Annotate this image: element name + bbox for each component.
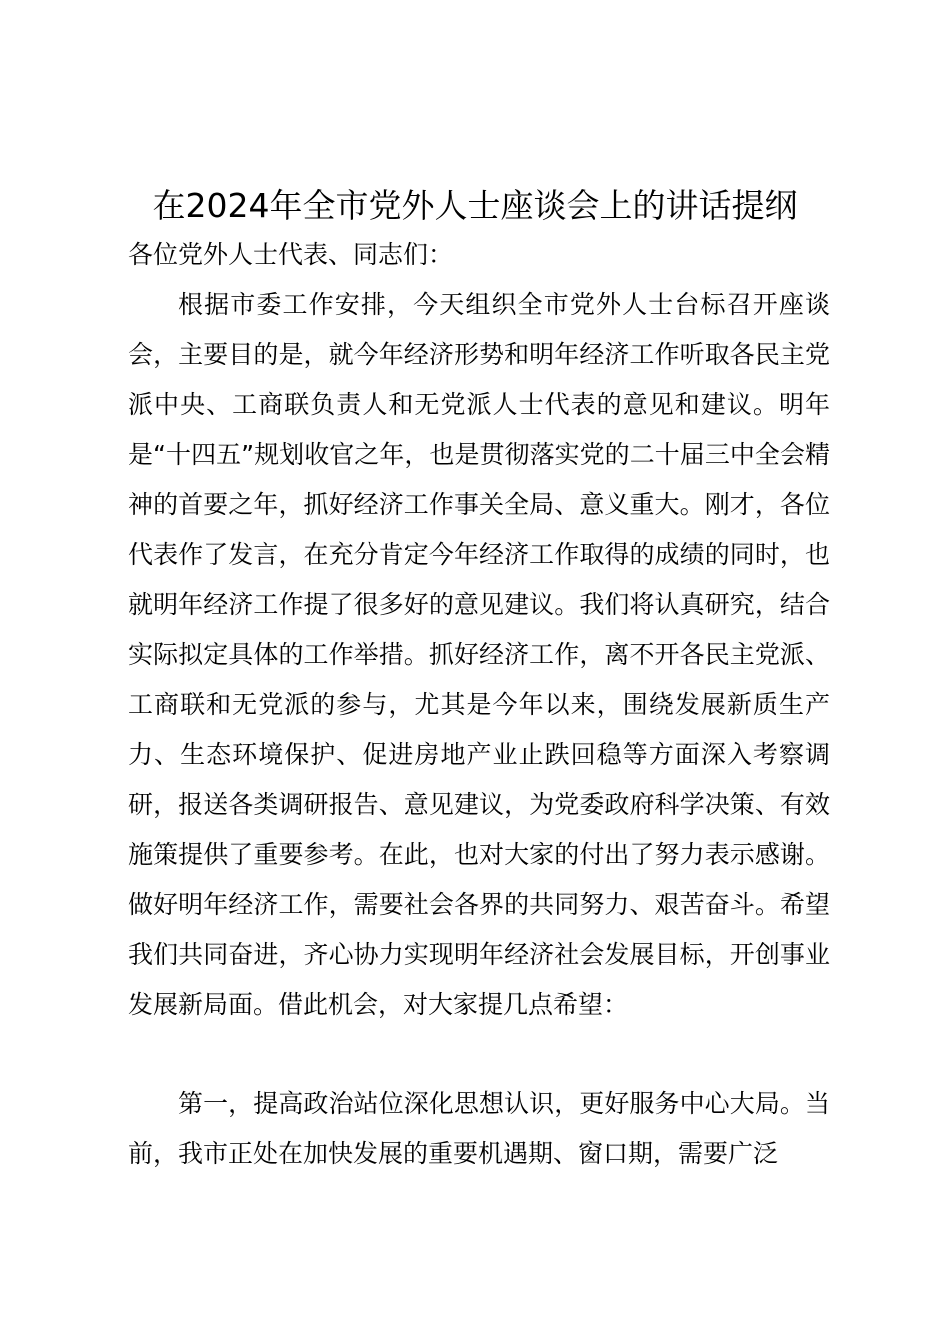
salutation: 各位党外人士代表、同志们： <box>128 240 454 269</box>
body-paragraph-1: 根据市委工作安排，今天组织全市党外人士台标召开座谈会，主要目的是，就今年经济形势和明年经济工作听取各民主党派中央、工商联负责人和无党派人士代表的意见和建议。明年是“十四五”规划收官之年，也是贯彻落实党的二十届三中全会精神的首要之年，抓好经济工作事关全局、意义重大。刚才，各位代表作了发言，在充分肯定今年经济工作取得的成绩的同时，也就明年经济工作提了很多好的意见建议。我们将认真研究，结合实际拟定具体的工作举措。抓好经济工作，离不开各民主党派、工商联和无党派的参与，尤其是今年以来，围绕发展新质生产力、生态环境保护、促进房地产业止跌回稳等方面深入考察调研，报送各类调研报告、意见建议，为党委政府科学决策、有效施策提供了重要参考。在此，也对大家的付出了努力表示感谢。做好明年经济工作，需要社会各界的共同努力、艰苦奋斗。希望我们共同奋进，齐心协力实现明年经济社会发展目标，开创事业发展新局面。借此机会，对大家提几点希望： <box>128 290 830 1019</box>
body-paragraph-2: 第一，提高政治站位深化思想认识，更好服务中心大局。当前，我市正处在加快发展的重要机遇期、窗口期，需要广泛 <box>128 1089 830 1168</box>
document-title: 在2024年全市党外人士座谈会上的讲话提纲 <box>152 186 798 225</box>
